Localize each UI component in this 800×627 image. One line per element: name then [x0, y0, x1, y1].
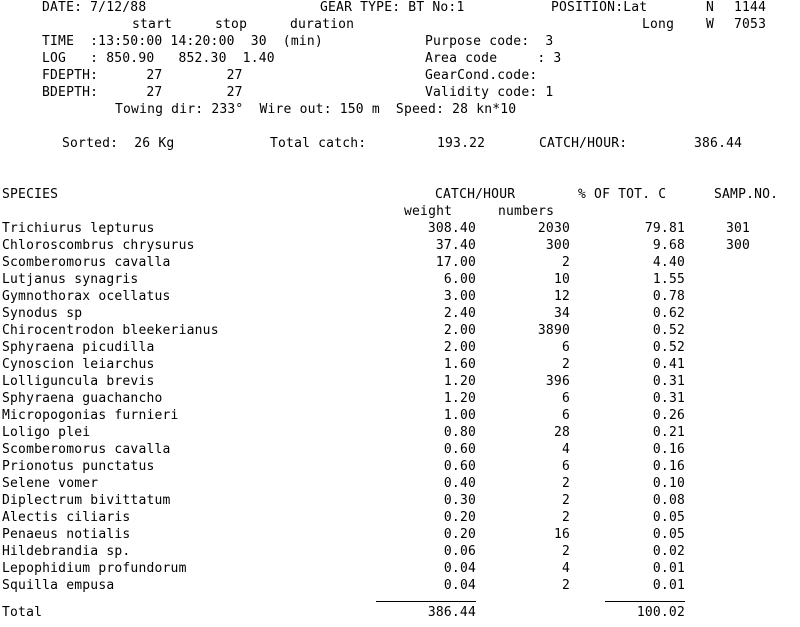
cell-species: Penaeus notialis [2, 527, 131, 542]
cell-species: Alectis ciliaris [2, 510, 131, 525]
cell-numbers: 2030 [537, 221, 570, 236]
sub-numbers: numbers [498, 204, 555, 219]
cell-pct: 0.02 [652, 544, 685, 559]
cell-samp: 301 [726, 221, 751, 236]
cell-numbers: 300 [545, 238, 570, 253]
cell-numbers: 12 [553, 289, 570, 304]
cell-numbers: 3890 [537, 323, 570, 338]
cell-numbers: 396 [545, 374, 570, 389]
cell-weight: 0.20 [443, 510, 476, 525]
cell-weight: 1.20 [443, 374, 476, 389]
cell-species: Lutjanus synagris [2, 272, 139, 287]
cell-pct: 0.31 [652, 391, 685, 406]
cell-numbers: 6 [561, 408, 570, 423]
cell-weight: 0.60 [443, 442, 476, 457]
col-stop: stop [215, 17, 248, 32]
cell-species: Squilla empusa [2, 578, 115, 593]
cell-samp: 300 [726, 238, 751, 253]
catch-hour-label: CATCH/HOUR: [539, 136, 628, 151]
cell-weight: 0.80 [443, 425, 476, 440]
weight-total-rule [376, 601, 476, 602]
total-catch-label: Total catch: [270, 136, 367, 151]
cell-pct: 4.40 [652, 255, 685, 270]
cell-species: Selene vomer [2, 476, 99, 491]
cell-species: Prionotus punctatus [2, 459, 155, 474]
cell-species: Scomberomorus cavalla [2, 255, 171, 270]
validity-code: Validity code: 1 [425, 85, 554, 100]
cell-numbers: 2 [561, 510, 570, 525]
cell-weight: 2.40 [443, 306, 476, 321]
cell-pct: 0.41 [652, 357, 685, 372]
lat-dir: N [706, 0, 715, 15]
cell-species: Sphyraena guachancho [2, 391, 163, 406]
cell-species: Micropogonias furnieri [2, 408, 179, 423]
cell-weight: 2.00 [443, 323, 476, 338]
cell-pct: 0.01 [652, 561, 685, 576]
cell-species: Scomberomorus cavalla [2, 442, 171, 457]
cell-numbers: 2 [561, 493, 570, 508]
cell-pct: 0.05 [652, 527, 685, 542]
long-value: 7053 [734, 17, 767, 32]
fdepth-row: FDEPTH: 27 27 [42, 68, 243, 83]
cell-species: Chirocentrodon bleekerianus [2, 323, 219, 338]
cell-weight: 3.00 [443, 289, 476, 304]
cell-weight: 6.00 [443, 272, 476, 287]
purpose-code: Purpose code: 3 [425, 34, 554, 49]
cell-numbers: 2 [561, 578, 570, 593]
cell-weight: 0.20 [443, 527, 476, 542]
total-weight: 386.44 [427, 605, 476, 620]
cell-species: Cynoscion leiarchus [2, 357, 155, 372]
cell-species: Gymnothorax ocellatus [2, 289, 171, 304]
cell-weight: 1.60 [443, 357, 476, 372]
cell-weight: 0.04 [443, 561, 476, 576]
cell-weight: 1.20 [443, 391, 476, 406]
cell-species: Lepophidium profundorum [2, 561, 187, 576]
cell-pct: 0.21 [652, 425, 685, 440]
cell-pct: 0.52 [652, 340, 685, 355]
cell-pct: 0.05 [652, 510, 685, 525]
total-label: Total [2, 605, 43, 620]
cell-pct: 0.08 [652, 493, 685, 508]
bdepth-row: BDEPTH: 27 27 [42, 85, 243, 100]
sorted: Sorted: 26 Kg [62, 136, 175, 151]
col-duration: duration [290, 17, 355, 32]
cell-numbers: 2 [561, 544, 570, 559]
cell-species: Sphyraena picudilla [2, 340, 155, 355]
cell-pct: 1.55 [652, 272, 685, 287]
col-pct: % OF TOT. C [578, 187, 667, 202]
col-catch-hour: CATCH/HOUR [435, 187, 516, 202]
cell-pct: 0.52 [652, 323, 685, 338]
cell-numbers: 6 [561, 340, 570, 355]
cell-numbers: 16 [553, 527, 570, 542]
cell-species: Diplectrum bivittatum [2, 493, 171, 508]
cell-pct: 0.62 [652, 306, 685, 321]
time-row: TIME :13:50:00 14:20:00 30 (min) [42, 34, 323, 49]
gearcond-code: GearCond.code: [425, 68, 538, 83]
catch-hour-value: 386.44 [694, 136, 743, 151]
cell-pct: 0.16 [652, 459, 685, 474]
total-pct: 100.02 [636, 605, 685, 620]
cell-pct: 79.81 [644, 221, 685, 236]
sub-weight: weight [404, 204, 453, 219]
cell-weight: 308.40 [427, 221, 476, 236]
cell-numbers: 28 [553, 425, 570, 440]
cell-weight: 0.06 [443, 544, 476, 559]
col-start: start [132, 17, 173, 32]
cell-weight: 0.04 [443, 578, 476, 593]
col-samp: SAMP.NO. [714, 187, 779, 202]
area-code: Area code : 3 [425, 51, 562, 66]
cell-species: Loligo plei [2, 425, 91, 440]
cell-species: Lolliguncula brevis [2, 374, 155, 389]
cell-weight: 37.40 [435, 238, 476, 253]
cell-weight: 0.60 [443, 459, 476, 474]
cell-numbers: 6 [561, 391, 570, 406]
date: DATE: 7/12/88 [42, 0, 147, 15]
cell-species: Hildebrandia sp. [2, 544, 131, 559]
cell-numbers: 6 [561, 459, 570, 474]
cell-numbers: 34 [553, 306, 570, 321]
cell-numbers: 10 [553, 272, 570, 287]
cell-pct: 0.78 [652, 289, 685, 304]
cell-species: Trichiurus lepturus [2, 221, 155, 236]
cell-numbers: 4 [561, 442, 570, 457]
cell-numbers: 2 [561, 357, 570, 372]
cell-numbers: 2 [561, 476, 570, 491]
towing-row: Towing dir: 233° Wire out: 150 m Speed: 28 kn*10 [115, 102, 517, 117]
cell-numbers: 4 [561, 561, 570, 576]
cell-weight: 17.00 [435, 255, 476, 270]
cell-pct: 0.31 [652, 374, 685, 389]
cell-weight: 1.00 [443, 408, 476, 423]
lat-value: 1144 [734, 0, 767, 15]
cell-pct: 0.16 [652, 442, 685, 457]
cell-pct: 9.68 [652, 238, 685, 253]
cell-pct: 0.10 [652, 476, 685, 491]
cell-weight: 0.40 [443, 476, 476, 491]
col-species: SPECIES [2, 187, 59, 202]
long-label: Long [642, 17, 675, 32]
position-label: POSITION:Lat [551, 0, 648, 15]
cell-weight: 0.30 [443, 493, 476, 508]
gear-type: GEAR TYPE: BT No:1 [320, 0, 465, 15]
cell-pct: 0.01 [652, 578, 685, 593]
cell-pct: 0.26 [652, 408, 685, 423]
cell-species: Synodus sp [2, 306, 83, 321]
pct-total-rule [605, 601, 685, 602]
log-row: LOG : 850.90 852.30 1.40 [42, 51, 275, 66]
cell-species: Chloroscombrus chrysurus [2, 238, 195, 253]
total-catch-value: 193.22 [437, 136, 486, 151]
cell-numbers: 2 [561, 255, 570, 270]
long-dir: W [706, 17, 715, 32]
cell-weight: 2.00 [443, 340, 476, 355]
